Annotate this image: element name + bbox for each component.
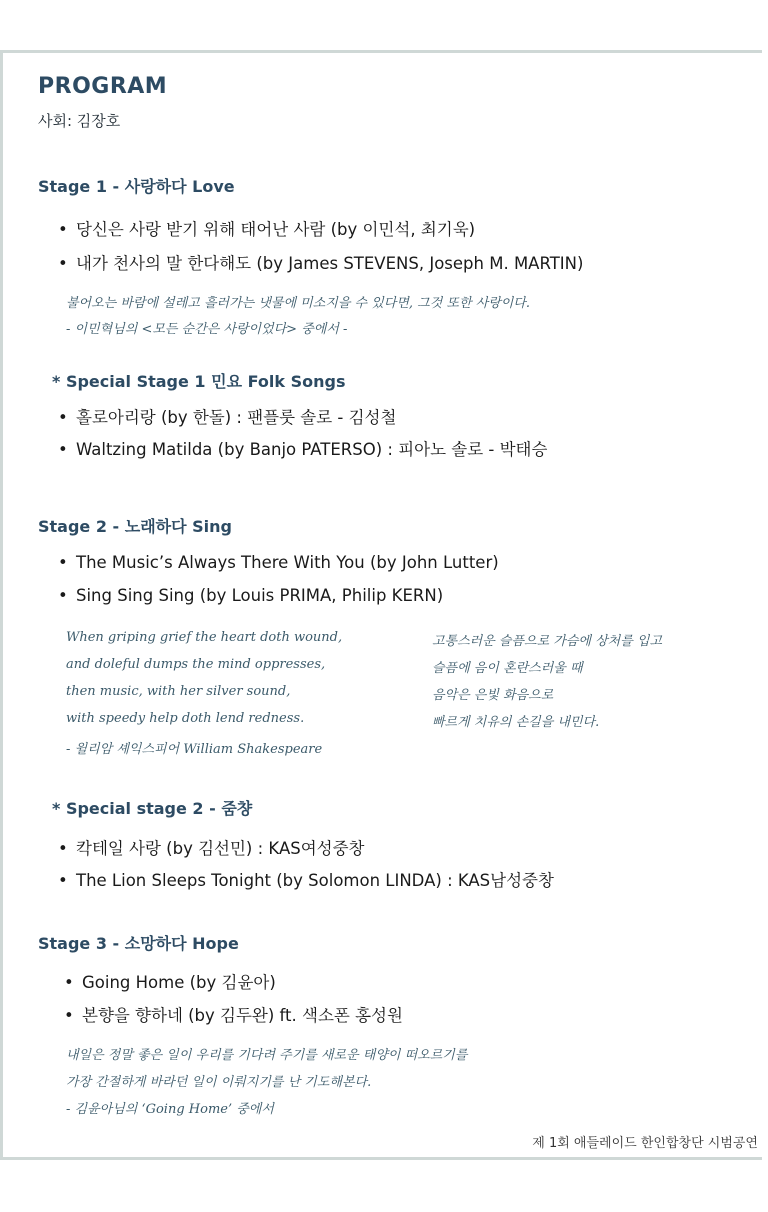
host-line: 사회: 김장호	[38, 112, 121, 130]
list-item: • Going Home (by 김윤아)	[64, 973, 276, 992]
handwritten-quote-line: with speedy help doth lend redness.	[66, 711, 305, 726]
handwritten-quote-line: 고통스러운 슬픔으로 가슴에 상처를 입고	[432, 634, 663, 649]
handwritten-quote-line: 빠르게 치유의 손길을 내민다.	[432, 715, 600, 730]
stage1-heading: Stage 1 - 사랑하다 Love	[38, 177, 235, 196]
handwritten-quote-line: then music, with her silver sound,	[66, 684, 291, 699]
list-item: • Sing Sing Sing (by Louis PRIMA, Philip KERN)	[58, 586, 444, 605]
list-item: • 칵테일 사랑 (by 김선민) : KAS여성중창	[58, 839, 365, 858]
list-item: • The Music’s Always There With You (by John Lutter)	[58, 553, 499, 572]
list-item: • 본향을 향하네 (by 김두완) ft. 색소폰 홍성원	[64, 1006, 403, 1025]
footer-caption: 제 1회 애들레이드 한인합창단 시범공연	[532, 1136, 758, 1151]
special2-heading: * Special stage 2 - 줌챵	[52, 799, 253, 818]
list-item: • 당신은 사랑 받기 위해 태어난 사람 (by 이민석, 최기욱)	[58, 220, 476, 239]
handwritten-quote-source: - 김윤아님의 ‘Going Home’ 중에서	[66, 1102, 274, 1117]
list-item: • The Lion Sleeps Tonight (by Solomon LINDA) : KAS남성중창	[58, 871, 554, 890]
handwritten-quote-line: When griping grief the heart doth wound,	[66, 630, 343, 645]
handwritten-quote-line: and doleful dumps the mind oppresses,	[66, 657, 326, 672]
handwritten-quote-line: 가장 간절하게 바라던 일이 이뤄지기를 난 기도해본다.	[66, 1075, 372, 1090]
handwritten-quote-line: 내일은 정말 좋은 일이 우리를 기다려 주기를 새로운 태양이 떠오르기를	[66, 1048, 468, 1063]
program-title: PROGRAM	[38, 74, 168, 99]
handwritten-quote-line: 슬픔에 음이 혼란스러울 때	[432, 661, 583, 676]
handwritten-quote-source: - 윌리암 셰익스피어 William Shakespeare	[66, 742, 323, 757]
special1-heading: * Special Stage 1 민요 Folk Songs	[52, 372, 346, 391]
list-item: • 내가 천사의 말 한다해도 (by James STEVENS, Joseph M. MARTIN)	[58, 254, 584, 273]
handwritten-quote-source: - 이민혁님의 <모든 순간은 사랑이었다> 중에서 -	[66, 322, 348, 337]
list-item: • 홀로아리랑 (by 한돌) : 팬플룻 솔로 - 김성철	[58, 408, 397, 427]
handwritten-quote-line: 음악은 은빛 화음으로	[432, 688, 554, 703]
list-item: • Waltzing Matilda (by Banjo PATERSO) : 피아노 솔로 - 박태승	[58, 440, 548, 459]
stage2-heading: Stage 2 - 노래하다 Sing	[38, 517, 233, 536]
handwritten-quote-line: 불어오는 바람에 설레고 흘러가는 냇물에 미소지을 수 있다면, 그것 또한 사랑이다.	[66, 296, 531, 311]
stage3-heading: Stage 3 - 소망하다 Hope	[38, 934, 239, 953]
